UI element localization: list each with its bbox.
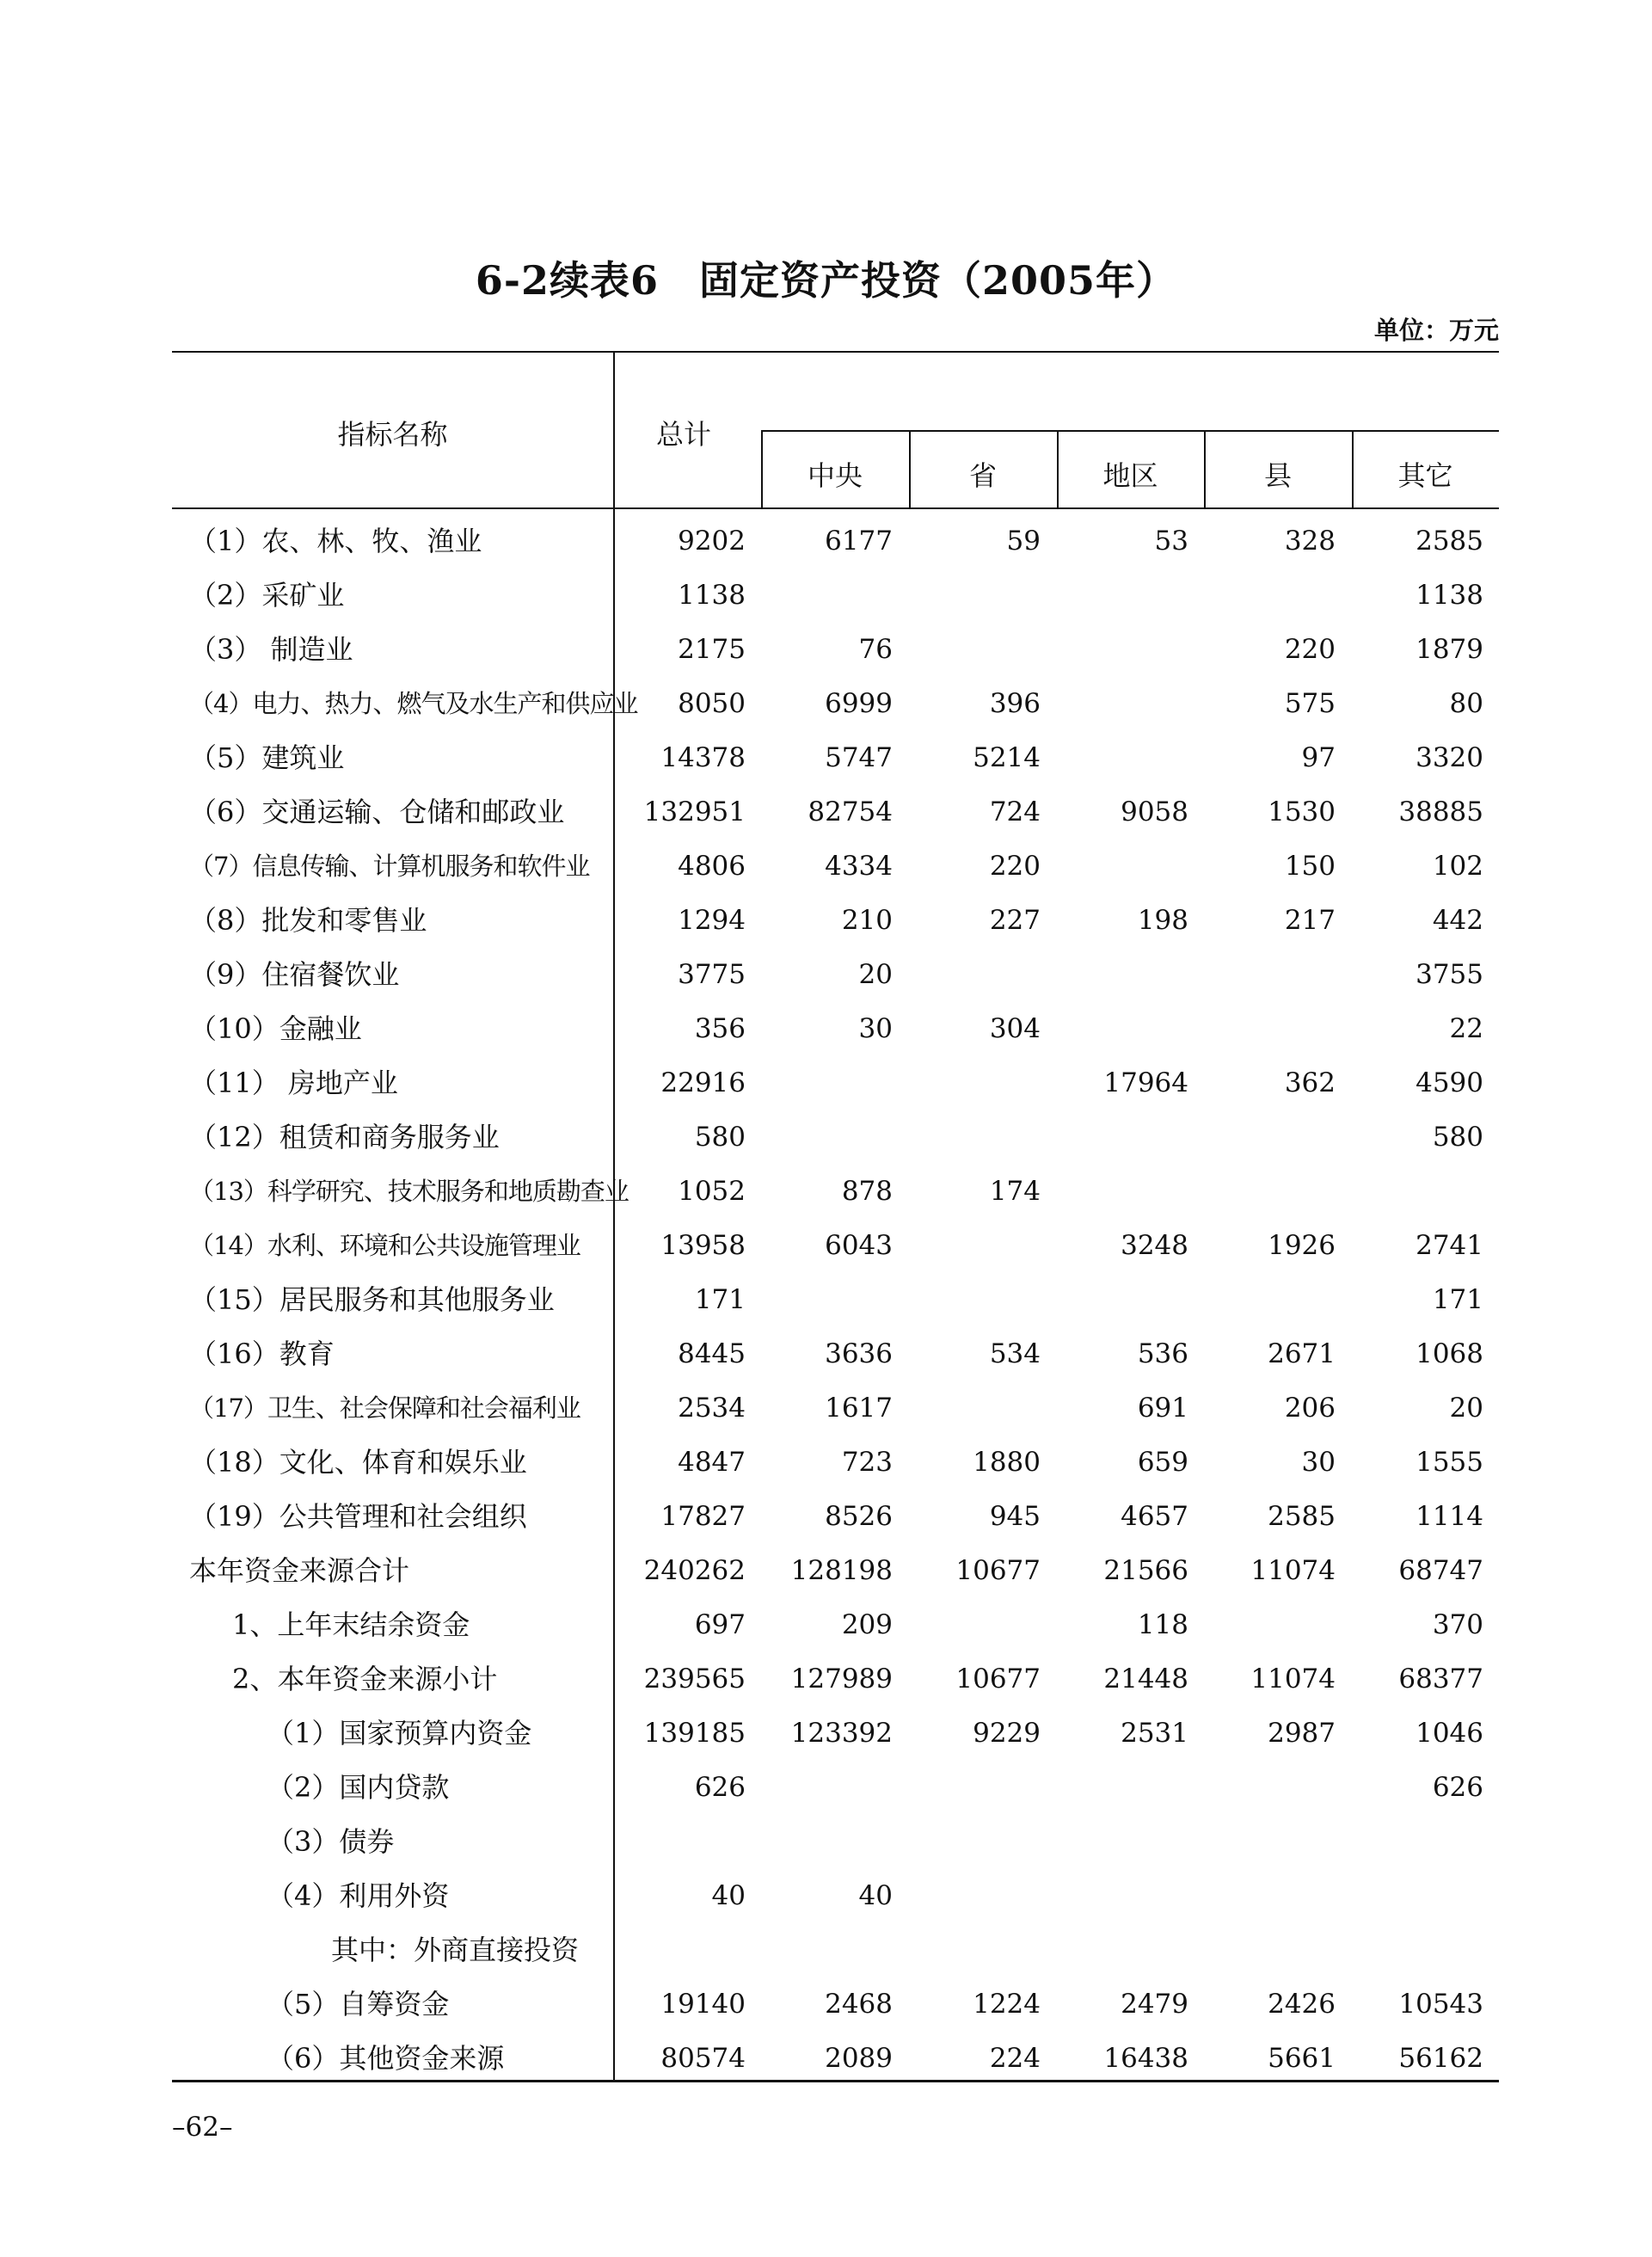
row-label: （12）租赁和商务服务业 xyxy=(189,1121,500,1153)
table-row xyxy=(172,1056,1499,1110)
header-region: 地区 xyxy=(1102,459,1158,492)
cell-province: 304 xyxy=(989,1013,1041,1044)
cell-total: 40 xyxy=(711,1880,746,1911)
table-row xyxy=(172,1977,1499,2032)
cell-other: 626 xyxy=(1432,1772,1483,1803)
cell-county: 217 xyxy=(1284,905,1336,936)
table-row xyxy=(172,1544,1499,1598)
subheader-rule xyxy=(761,430,1499,432)
cell-total: 14378 xyxy=(660,742,746,773)
row-label: （15）居民服务和其他服务业 xyxy=(189,1283,555,1316)
cell-central: 76 xyxy=(858,634,893,665)
cell-other: 56162 xyxy=(1398,2043,1483,2074)
row-label: （16）教育 xyxy=(189,1338,335,1370)
cell-other: 1046 xyxy=(1416,1718,1483,1749)
cell-region: 198 xyxy=(1137,905,1188,936)
cell-region: 2531 xyxy=(1121,1718,1188,1749)
cell-total: 22916 xyxy=(660,1067,746,1098)
cell-central: 209 xyxy=(841,1609,893,1640)
cell-central: 878 xyxy=(841,1176,893,1207)
table-row xyxy=(172,514,1499,569)
cell-region: 536 xyxy=(1137,1338,1188,1369)
cell-total: 13958 xyxy=(660,1230,746,1261)
cell-other: 580 xyxy=(1432,1122,1483,1153)
table-row xyxy=(172,1761,1499,1815)
table-row xyxy=(172,785,1499,839)
row-label: （6）交通运输、仓储和邮政业 xyxy=(189,796,565,828)
cell-total: 356 xyxy=(694,1013,746,1044)
cell-county: 2426 xyxy=(1268,1989,1336,2020)
cell-central: 20 xyxy=(858,959,893,990)
cell-county: 11074 xyxy=(1250,1664,1336,1694)
cell-total: 17827 xyxy=(660,1501,746,1532)
cell-other: 22 xyxy=(1449,1013,1483,1044)
cell-total: 626 xyxy=(694,1772,746,1803)
table-top-rule xyxy=(172,351,1499,353)
cell-province: 227 xyxy=(989,905,1041,936)
cell-region: 9058 xyxy=(1121,796,1188,827)
cell-central: 82754 xyxy=(808,796,893,827)
table-row xyxy=(172,1002,1499,1056)
cell-central: 6999 xyxy=(825,688,893,719)
header-county: 县 xyxy=(1263,459,1292,492)
cell-total: 240262 xyxy=(643,1555,746,1586)
cell-county: 30 xyxy=(1301,1447,1336,1478)
cell-other: 1555 xyxy=(1416,1447,1483,1478)
cell-central: 30 xyxy=(858,1013,893,1044)
cell-other: 38885 xyxy=(1398,796,1483,827)
cell-county: 1530 xyxy=(1268,796,1336,827)
table-row xyxy=(172,623,1499,677)
cell-total: 239565 xyxy=(643,1664,746,1694)
table-row xyxy=(172,731,1499,785)
cell-region: 17964 xyxy=(1103,1067,1188,1098)
header-indicator-name: 指标名称 xyxy=(337,418,448,451)
row-label: 本年资金来源合计 xyxy=(189,1554,410,1587)
cell-central: 4334 xyxy=(825,851,893,882)
table-row xyxy=(172,1652,1499,1707)
table-row xyxy=(172,1869,1499,1923)
header-province: 省 xyxy=(968,459,997,492)
table-row xyxy=(172,1219,1499,1273)
cell-other: 171 xyxy=(1432,1284,1483,1315)
row-label: （4）利用外资 xyxy=(267,1879,450,1912)
table-bottom-rule xyxy=(172,2080,1499,2082)
row-label: （18）文化、体育和娱乐业 xyxy=(189,1446,527,1479)
cell-region: 2479 xyxy=(1121,1989,1188,2020)
header-bottom-rule xyxy=(172,507,1499,509)
page-number: –62– xyxy=(172,2112,233,2143)
cell-total: 132951 xyxy=(643,796,746,827)
cell-other: 80 xyxy=(1449,688,1483,719)
cell-county: 362 xyxy=(1284,1067,1336,1098)
cell-province: 1224 xyxy=(973,1989,1041,2020)
cell-other: 2585 xyxy=(1416,526,1483,557)
table-row xyxy=(172,1490,1499,1544)
cell-other: 2741 xyxy=(1416,1230,1483,1261)
cell-region: 53 xyxy=(1154,526,1188,557)
cell-other: 68747 xyxy=(1398,1555,1483,1586)
table-row xyxy=(172,1273,1499,1327)
cell-total: 9202 xyxy=(678,526,746,557)
cell-central: 5747 xyxy=(825,742,893,773)
row-label: （7）信息传输、计算机服务和软件业 xyxy=(189,852,590,881)
row-label: 1、上年末结余资金 xyxy=(232,1608,470,1641)
cell-other: 1114 xyxy=(1416,1501,1483,1532)
cell-county: 328 xyxy=(1284,526,1336,557)
row-label: （1）国家预算内资金 xyxy=(267,1717,532,1750)
cell-county: 11074 xyxy=(1250,1555,1336,1586)
cell-county: 2987 xyxy=(1268,1718,1336,1749)
row-label: （14）水利、环境和公共设施管理业 xyxy=(189,1231,580,1260)
cell-county: 575 xyxy=(1284,688,1336,719)
cell-region: 659 xyxy=(1137,1447,1188,1478)
cell-total: 80574 xyxy=(660,2043,746,2074)
cell-total: 19140 xyxy=(660,1989,746,2020)
cell-total: 1052 xyxy=(678,1176,746,1207)
row-label: （13）科学研究、技术服务和地质勘查业 xyxy=(189,1177,629,1206)
cell-province: 1880 xyxy=(973,1447,1041,1478)
cell-other: 3320 xyxy=(1416,742,1483,773)
table-row xyxy=(172,1436,1499,1490)
cell-other: 10543 xyxy=(1398,1989,1483,2020)
cell-province: 10677 xyxy=(955,1664,1041,1694)
cell-province: 224 xyxy=(989,2043,1041,2074)
table-row xyxy=(172,1815,1499,1869)
row-label: 其中：外商直接投资 xyxy=(331,1934,580,1966)
cell-other: 102 xyxy=(1432,851,1483,882)
cell-county: 2671 xyxy=(1268,1338,1336,1369)
cell-total: 580 xyxy=(694,1122,746,1153)
cell-province: 9229 xyxy=(973,1718,1041,1749)
row-label: （11） 房地产业 xyxy=(189,1067,398,1099)
cell-province: 396 xyxy=(989,688,1041,719)
table-row xyxy=(172,1923,1499,1977)
cell-region: 691 xyxy=(1137,1393,1188,1424)
table-row xyxy=(172,839,1499,894)
row-label: 2、本年资金来源小计 xyxy=(232,1663,498,1695)
cell-other: 68377 xyxy=(1398,1664,1483,1694)
cell-other: 4590 xyxy=(1416,1067,1483,1098)
cell-county: 206 xyxy=(1284,1393,1336,1424)
cell-total: 2534 xyxy=(678,1393,746,1424)
cell-other: 1068 xyxy=(1416,1338,1483,1369)
table-row xyxy=(172,1598,1499,1652)
cell-other: 442 xyxy=(1432,905,1483,936)
row-label: （3）债券 xyxy=(267,1825,395,1858)
row-label: （4）电力、热力、燃气及水生产和供应业 xyxy=(189,689,638,718)
cell-central: 123392 xyxy=(790,1718,893,1749)
table-row xyxy=(172,948,1499,1002)
table-row xyxy=(172,1327,1499,1381)
row-label: （19）公共管理和社会组织 xyxy=(189,1500,527,1533)
table-row xyxy=(172,677,1499,731)
cell-central: 127989 xyxy=(790,1664,893,1694)
table-row xyxy=(172,569,1499,623)
row-label: （5）自筹资金 xyxy=(267,1988,450,2020)
table-row xyxy=(172,1707,1499,1761)
cell-region: 3248 xyxy=(1121,1230,1188,1261)
cell-province: 174 xyxy=(989,1176,1041,1207)
header-central: 中央 xyxy=(807,459,863,492)
unit-label: 单位：万元 xyxy=(1373,316,1499,345)
row-label: （2）国内贷款 xyxy=(267,1771,450,1804)
cell-total: 4847 xyxy=(678,1447,746,1478)
cell-total: 1138 xyxy=(678,580,746,611)
cell-region: 4657 xyxy=(1121,1501,1188,1532)
cell-total: 171 xyxy=(694,1284,746,1315)
cell-central: 6177 xyxy=(825,526,893,557)
cell-province: 724 xyxy=(989,796,1041,827)
cell-central: 210 xyxy=(841,905,893,936)
cell-county: 1926 xyxy=(1268,1230,1336,1261)
page-title: 6-2续表6 固定资产投资（2005年） xyxy=(475,257,1177,304)
cell-central: 128198 xyxy=(790,1555,893,1586)
row-label: （17）卫生、社会保障和社会福利业 xyxy=(189,1393,580,1423)
cell-total: 4806 xyxy=(678,851,746,882)
cell-total: 2175 xyxy=(678,634,746,665)
cell-region: 21448 xyxy=(1103,1664,1188,1694)
cell-other: 370 xyxy=(1432,1609,1483,1640)
cell-county: 5661 xyxy=(1268,2043,1336,2074)
cell-county: 150 xyxy=(1284,851,1336,882)
cell-total: 139185 xyxy=(643,1718,746,1749)
cell-central: 40 xyxy=(858,1880,893,1911)
header-total: 总计 xyxy=(656,418,712,451)
table-body xyxy=(172,514,1499,2086)
cell-total: 697 xyxy=(694,1609,746,1640)
cell-other: 1138 xyxy=(1416,580,1483,611)
cell-central: 2468 xyxy=(825,1989,893,2020)
row-label: （8）批发和零售业 xyxy=(189,904,427,937)
table-row xyxy=(172,894,1499,948)
row-label: （1）农、林、牧、渔业 xyxy=(189,525,482,557)
cell-county: 220 xyxy=(1284,634,1336,665)
cell-county: 2585 xyxy=(1268,1501,1336,1532)
cell-province: 5214 xyxy=(973,742,1041,773)
row-label: （10）金融业 xyxy=(189,1012,362,1045)
row-label: （6）其他资金来源 xyxy=(267,2042,505,2075)
table-row xyxy=(172,2032,1499,2086)
cell-other: 1879 xyxy=(1416,634,1483,665)
cell-region: 21566 xyxy=(1103,1555,1188,1586)
table-row xyxy=(172,1165,1499,1219)
row-label: （9）住宿餐饮业 xyxy=(189,958,400,991)
cell-total: 8050 xyxy=(678,688,746,719)
cell-region: 118 xyxy=(1137,1609,1188,1640)
cell-county: 97 xyxy=(1301,742,1336,773)
row-label: （3） 制造业 xyxy=(189,633,353,666)
cell-region: 16438 xyxy=(1103,2043,1188,2074)
cell-province: 59 xyxy=(1006,526,1041,557)
cell-province: 534 xyxy=(989,1338,1041,1369)
table-row xyxy=(172,1110,1499,1165)
cell-central: 2089 xyxy=(825,2043,893,2074)
cell-province: 220 xyxy=(989,851,1041,882)
cell-central: 3636 xyxy=(825,1338,893,1369)
cell-province: 945 xyxy=(989,1501,1041,1532)
cell-central: 1617 xyxy=(825,1393,893,1424)
cell-total: 8445 xyxy=(678,1338,746,1369)
header-other: 其它 xyxy=(1397,459,1453,492)
cell-central: 8526 xyxy=(825,1501,893,1532)
row-label: （2）采矿业 xyxy=(189,579,345,612)
row-label: （5）建筑业 xyxy=(189,741,345,774)
cell-province: 10677 xyxy=(955,1555,1041,1586)
table-row xyxy=(172,1381,1499,1436)
cell-other: 20 xyxy=(1449,1393,1483,1424)
cell-total: 3775 xyxy=(678,959,746,990)
cell-total: 1294 xyxy=(678,905,746,936)
cell-other: 3755 xyxy=(1416,959,1483,990)
cell-central: 723 xyxy=(841,1447,893,1478)
cell-central: 6043 xyxy=(825,1230,893,1261)
